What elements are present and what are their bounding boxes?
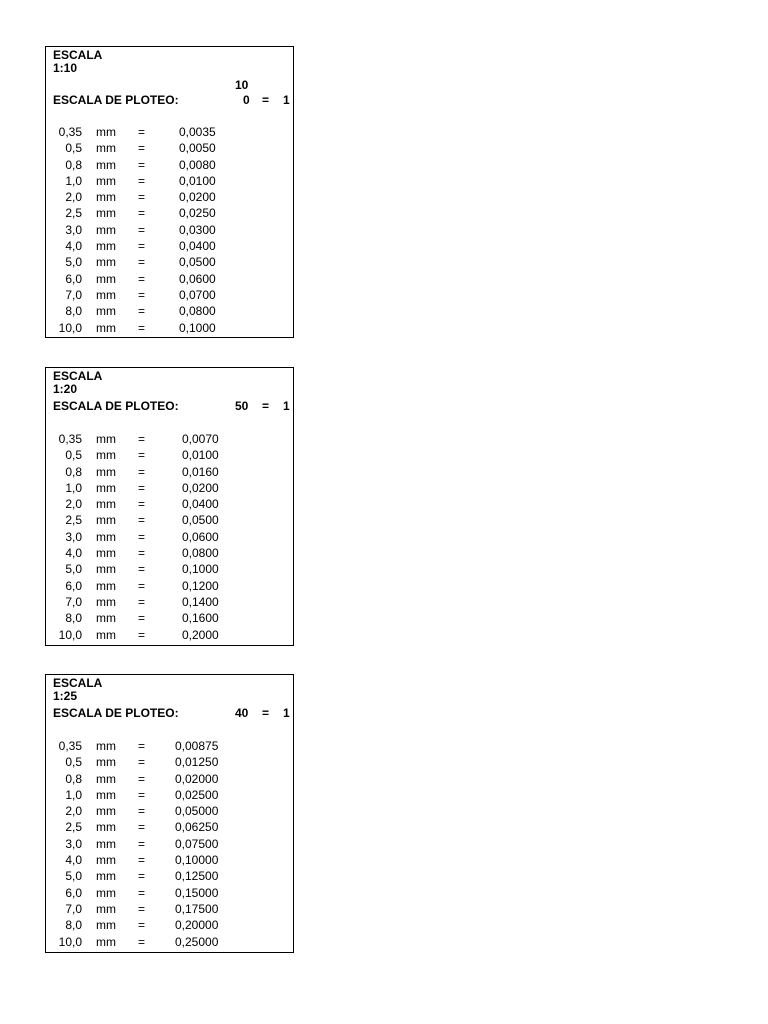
row-equals: = <box>138 173 146 188</box>
scale-ratio: 1:20 <box>53 382 78 396</box>
row-equals: = <box>138 804 146 819</box>
row-unit: mm <box>96 787 116 802</box>
row-value: 3,0 <box>65 836 82 851</box>
row-unit: mm <box>96 627 116 642</box>
table-row <box>46 627 293 643</box>
row-equals: = <box>138 820 146 835</box>
row-unit: mm <box>96 239 116 254</box>
row-equals: = <box>138 432 146 446</box>
row-unit: mm <box>96 901 116 916</box>
row-equals: = <box>138 464 146 479</box>
row-unit: mm <box>96 546 116 561</box>
table-row <box>46 545 293 561</box>
row-equals: = <box>138 853 146 868</box>
scale-table-1-20 <box>45 367 294 646</box>
table-row <box>46 901 293 917</box>
row-value: 3,0 <box>65 529 82 544</box>
row-result: 0,2000 <box>182 627 219 642</box>
row-value: 5,0 <box>65 255 82 270</box>
row-unit: mm <box>96 173 116 188</box>
row-value: 0,5 <box>65 448 82 463</box>
row-result: 0,15000 <box>175 885 219 900</box>
row-value: 0,35 <box>58 432 82 446</box>
row-value: 8,0 <box>65 611 82 626</box>
ploteo-value: 40 <box>235 706 249 720</box>
row-equals: = <box>138 206 146 221</box>
table-row <box>46 610 293 626</box>
row-value: 8,0 <box>65 918 82 933</box>
row-unit: mm <box>96 771 116 786</box>
table-row <box>46 189 293 205</box>
row-equals: = <box>138 901 146 916</box>
ploteo-top-digits: 10 <box>235 78 249 92</box>
row-result: 0,06250 <box>175 820 219 835</box>
row-result: 0,1600 <box>182 611 219 626</box>
row-equals: = <box>138 304 146 319</box>
row-result: 0,07500 <box>175 836 219 851</box>
escala-label: ESCALA <box>53 676 103 690</box>
row-unit: mm <box>96 287 116 302</box>
table-row <box>46 754 293 770</box>
ploteo-unit: 1 <box>283 399 290 413</box>
row-result: 0,0100 <box>182 448 219 463</box>
row-result: 0,0500 <box>179 255 216 270</box>
row-value: 5,0 <box>65 562 82 577</box>
row-value: 4,0 <box>65 546 82 561</box>
table-row <box>46 173 293 189</box>
row-unit: mm <box>96 611 116 626</box>
row-equals: = <box>138 320 146 335</box>
row-equals: = <box>138 562 146 577</box>
row-unit: mm <box>96 304 116 319</box>
scale-ratio: 1:10 <box>53 61 78 75</box>
row-value: 6,0 <box>65 271 82 286</box>
row-value: 0,8 <box>65 157 82 172</box>
ploteo-unit: 1 <box>283 93 290 107</box>
row-unit: mm <box>96 836 116 851</box>
row-unit: mm <box>96 529 116 544</box>
row-equals: = <box>138 836 146 851</box>
row-equals: = <box>138 771 146 786</box>
row-equals: = <box>138 546 146 561</box>
row-result: 0,1000 <box>179 320 216 335</box>
row-equals: = <box>138 611 146 626</box>
table-row <box>46 852 293 868</box>
table-row <box>46 124 293 140</box>
row-equals: = <box>138 885 146 900</box>
ploteo-label: ESCALA DE PLOTEO: <box>53 93 179 107</box>
row-equals: = <box>138 594 146 609</box>
row-unit: mm <box>96 885 116 900</box>
row-value: 4,0 <box>65 853 82 868</box>
row-result: 0,25000 <box>175 934 219 949</box>
escala-label: ESCALA <box>53 48 103 62</box>
row-value: 2,0 <box>65 190 82 205</box>
row-equals: = <box>138 918 146 933</box>
row-unit: mm <box>96 190 116 205</box>
row-value: 8,0 <box>65 304 82 319</box>
row-equals: = <box>138 934 146 949</box>
table-row <box>46 480 293 496</box>
row-result: 0,00875 <box>175 739 219 753</box>
ploteo-equals: = <box>262 399 270 413</box>
row-result: 0,12500 <box>175 869 219 884</box>
row-value: 0,5 <box>65 755 82 770</box>
row-equals: = <box>138 497 146 512</box>
row-result: 0,17500 <box>175 901 219 916</box>
table-row <box>46 496 293 512</box>
row-result: 0,05000 <box>175 804 219 819</box>
conversion-rows <box>46 738 293 950</box>
row-value: 0,8 <box>65 464 82 479</box>
table-row <box>46 205 293 221</box>
row-unit: mm <box>96 320 116 335</box>
table-row <box>46 803 293 819</box>
table-row <box>46 787 293 803</box>
row-unit: mm <box>96 739 116 753</box>
table-row <box>46 140 293 156</box>
row-value: 2,0 <box>65 497 82 512</box>
table-row <box>46 819 293 835</box>
table-row <box>46 320 293 336</box>
row-value: 5,0 <box>65 869 82 884</box>
row-unit: mm <box>96 853 116 868</box>
row-value: 0,35 <box>58 739 82 753</box>
row-equals: = <box>138 141 146 156</box>
row-value: 2,0 <box>65 804 82 819</box>
row-result: 0,01250 <box>175 755 219 770</box>
row-equals: = <box>138 157 146 172</box>
row-equals: = <box>138 513 146 528</box>
row-value: 6,0 <box>65 885 82 900</box>
row-value: 2,5 <box>65 206 82 221</box>
row-value: 7,0 <box>65 594 82 609</box>
row-unit: mm <box>96 448 116 463</box>
row-result: 0,0200 <box>182 480 219 495</box>
row-result: 0,0400 <box>179 239 216 254</box>
row-result: 0,0700 <box>179 287 216 302</box>
row-result: 0,0080 <box>179 157 216 172</box>
table-row <box>46 578 293 594</box>
row-unit: mm <box>96 480 116 495</box>
ploteo-equals: = <box>262 706 270 720</box>
table-row <box>46 222 293 238</box>
row-unit: mm <box>96 934 116 949</box>
row-unit: mm <box>96 255 116 270</box>
row-equals: = <box>138 739 146 753</box>
row-equals: = <box>138 287 146 302</box>
row-value: 1,0 <box>65 787 82 802</box>
row-result: 0,0100 <box>179 173 216 188</box>
ploteo-value: 0 <box>243 93 250 107</box>
row-value: 2,5 <box>65 513 82 528</box>
row-value: 4,0 <box>65 239 82 254</box>
scale-table-1-10 <box>45 46 294 338</box>
row-value: 7,0 <box>65 287 82 302</box>
row-value: 2,5 <box>65 820 82 835</box>
ploteo-unit: 1 <box>283 706 290 720</box>
row-result: 0,0250 <box>179 206 216 221</box>
table-row <box>46 287 293 303</box>
row-unit: mm <box>96 432 116 446</box>
conversion-rows <box>46 124 293 336</box>
row-unit: mm <box>96 125 116 139</box>
row-result: 0,0400 <box>182 497 219 512</box>
table-row <box>46 254 293 270</box>
table-row <box>46 447 293 463</box>
row-result: 0,1200 <box>182 578 219 593</box>
row-result: 0,0160 <box>182 464 219 479</box>
row-result: 0,02000 <box>175 771 219 786</box>
row-unit: mm <box>96 755 116 770</box>
row-result: 0,20000 <box>175 918 219 933</box>
table-row <box>46 431 293 447</box>
table-row <box>46 836 293 852</box>
ploteo-label: ESCALA DE PLOTEO: <box>53 399 179 413</box>
row-value: 1,0 <box>65 173 82 188</box>
row-unit: mm <box>96 206 116 221</box>
table-row <box>46 917 293 933</box>
row-equals: = <box>138 480 146 495</box>
row-result: 0,02500 <box>175 787 219 802</box>
row-unit: mm <box>96 578 116 593</box>
row-result: 0,10000 <box>175 853 219 868</box>
table-row <box>46 561 293 577</box>
table-row <box>46 271 293 287</box>
row-equals: = <box>138 787 146 802</box>
table-row <box>46 934 293 950</box>
row-unit: mm <box>96 464 116 479</box>
scale-ratio: 1:25 <box>53 689 78 703</box>
row-value: 7,0 <box>65 901 82 916</box>
table-row <box>46 529 293 545</box>
row-equals: = <box>138 125 146 139</box>
row-unit: mm <box>96 869 116 884</box>
row-equals: = <box>138 448 146 463</box>
table-row <box>46 771 293 787</box>
row-equals: = <box>138 190 146 205</box>
row-result: 0,0300 <box>179 222 216 237</box>
row-result: 0,0500 <box>182 513 219 528</box>
row-result: 0,0600 <box>179 271 216 286</box>
row-equals: = <box>138 529 146 544</box>
row-equals: = <box>138 755 146 770</box>
row-equals: = <box>138 578 146 593</box>
row-value: 6,0 <box>65 578 82 593</box>
row-result: 0,0070 <box>182 432 219 446</box>
row-value: 10,0 <box>58 320 82 335</box>
row-result: 0,1000 <box>182 562 219 577</box>
row-unit: mm <box>96 820 116 835</box>
ploteo-value: 50 <box>235 399 249 413</box>
row-unit: mm <box>96 562 116 577</box>
row-value: 0,35 <box>58 125 82 139</box>
table-row <box>46 868 293 884</box>
ploteo-label: ESCALA DE PLOTEO: <box>53 706 179 720</box>
row-unit: mm <box>96 918 116 933</box>
row-result: 0,0050 <box>179 141 216 156</box>
row-result: 0,0600 <box>182 529 219 544</box>
row-value: 10,0 <box>58 934 82 949</box>
row-unit: mm <box>96 513 116 528</box>
row-result: 0,0800 <box>182 546 219 561</box>
table-row <box>46 238 293 254</box>
row-equals: = <box>138 869 146 884</box>
conversion-rows <box>46 431 293 643</box>
row-unit: mm <box>96 157 116 172</box>
row-unit: mm <box>96 804 116 819</box>
row-unit: mm <box>96 497 116 512</box>
row-equals: = <box>138 239 146 254</box>
row-value: 3,0 <box>65 222 82 237</box>
row-equals: = <box>138 271 146 286</box>
table-row <box>46 512 293 528</box>
row-result: 0,0035 <box>179 125 216 139</box>
row-result: 0,0800 <box>179 304 216 319</box>
table-row <box>46 738 293 754</box>
row-unit: mm <box>96 222 116 237</box>
row-value: 0,5 <box>65 141 82 156</box>
row-equals: = <box>138 222 146 237</box>
scale-table-1-25 <box>45 674 294 953</box>
row-equals: = <box>138 627 146 642</box>
row-result: 0,0200 <box>179 190 216 205</box>
table-row <box>46 303 293 319</box>
row-equals: = <box>138 255 146 270</box>
table-row <box>46 464 293 480</box>
row-value: 1,0 <box>65 480 82 495</box>
table-row <box>46 157 293 173</box>
table-row <box>46 594 293 610</box>
row-value: 10,0 <box>58 627 82 642</box>
row-result: 0,1400 <box>182 594 219 609</box>
row-unit: mm <box>96 141 116 156</box>
escala-label: ESCALA <box>53 369 103 383</box>
row-value: 0,8 <box>65 771 82 786</box>
row-unit: mm <box>96 271 116 286</box>
ploteo-equals: = <box>262 93 270 107</box>
table-row <box>46 885 293 901</box>
row-unit: mm <box>96 594 116 609</box>
